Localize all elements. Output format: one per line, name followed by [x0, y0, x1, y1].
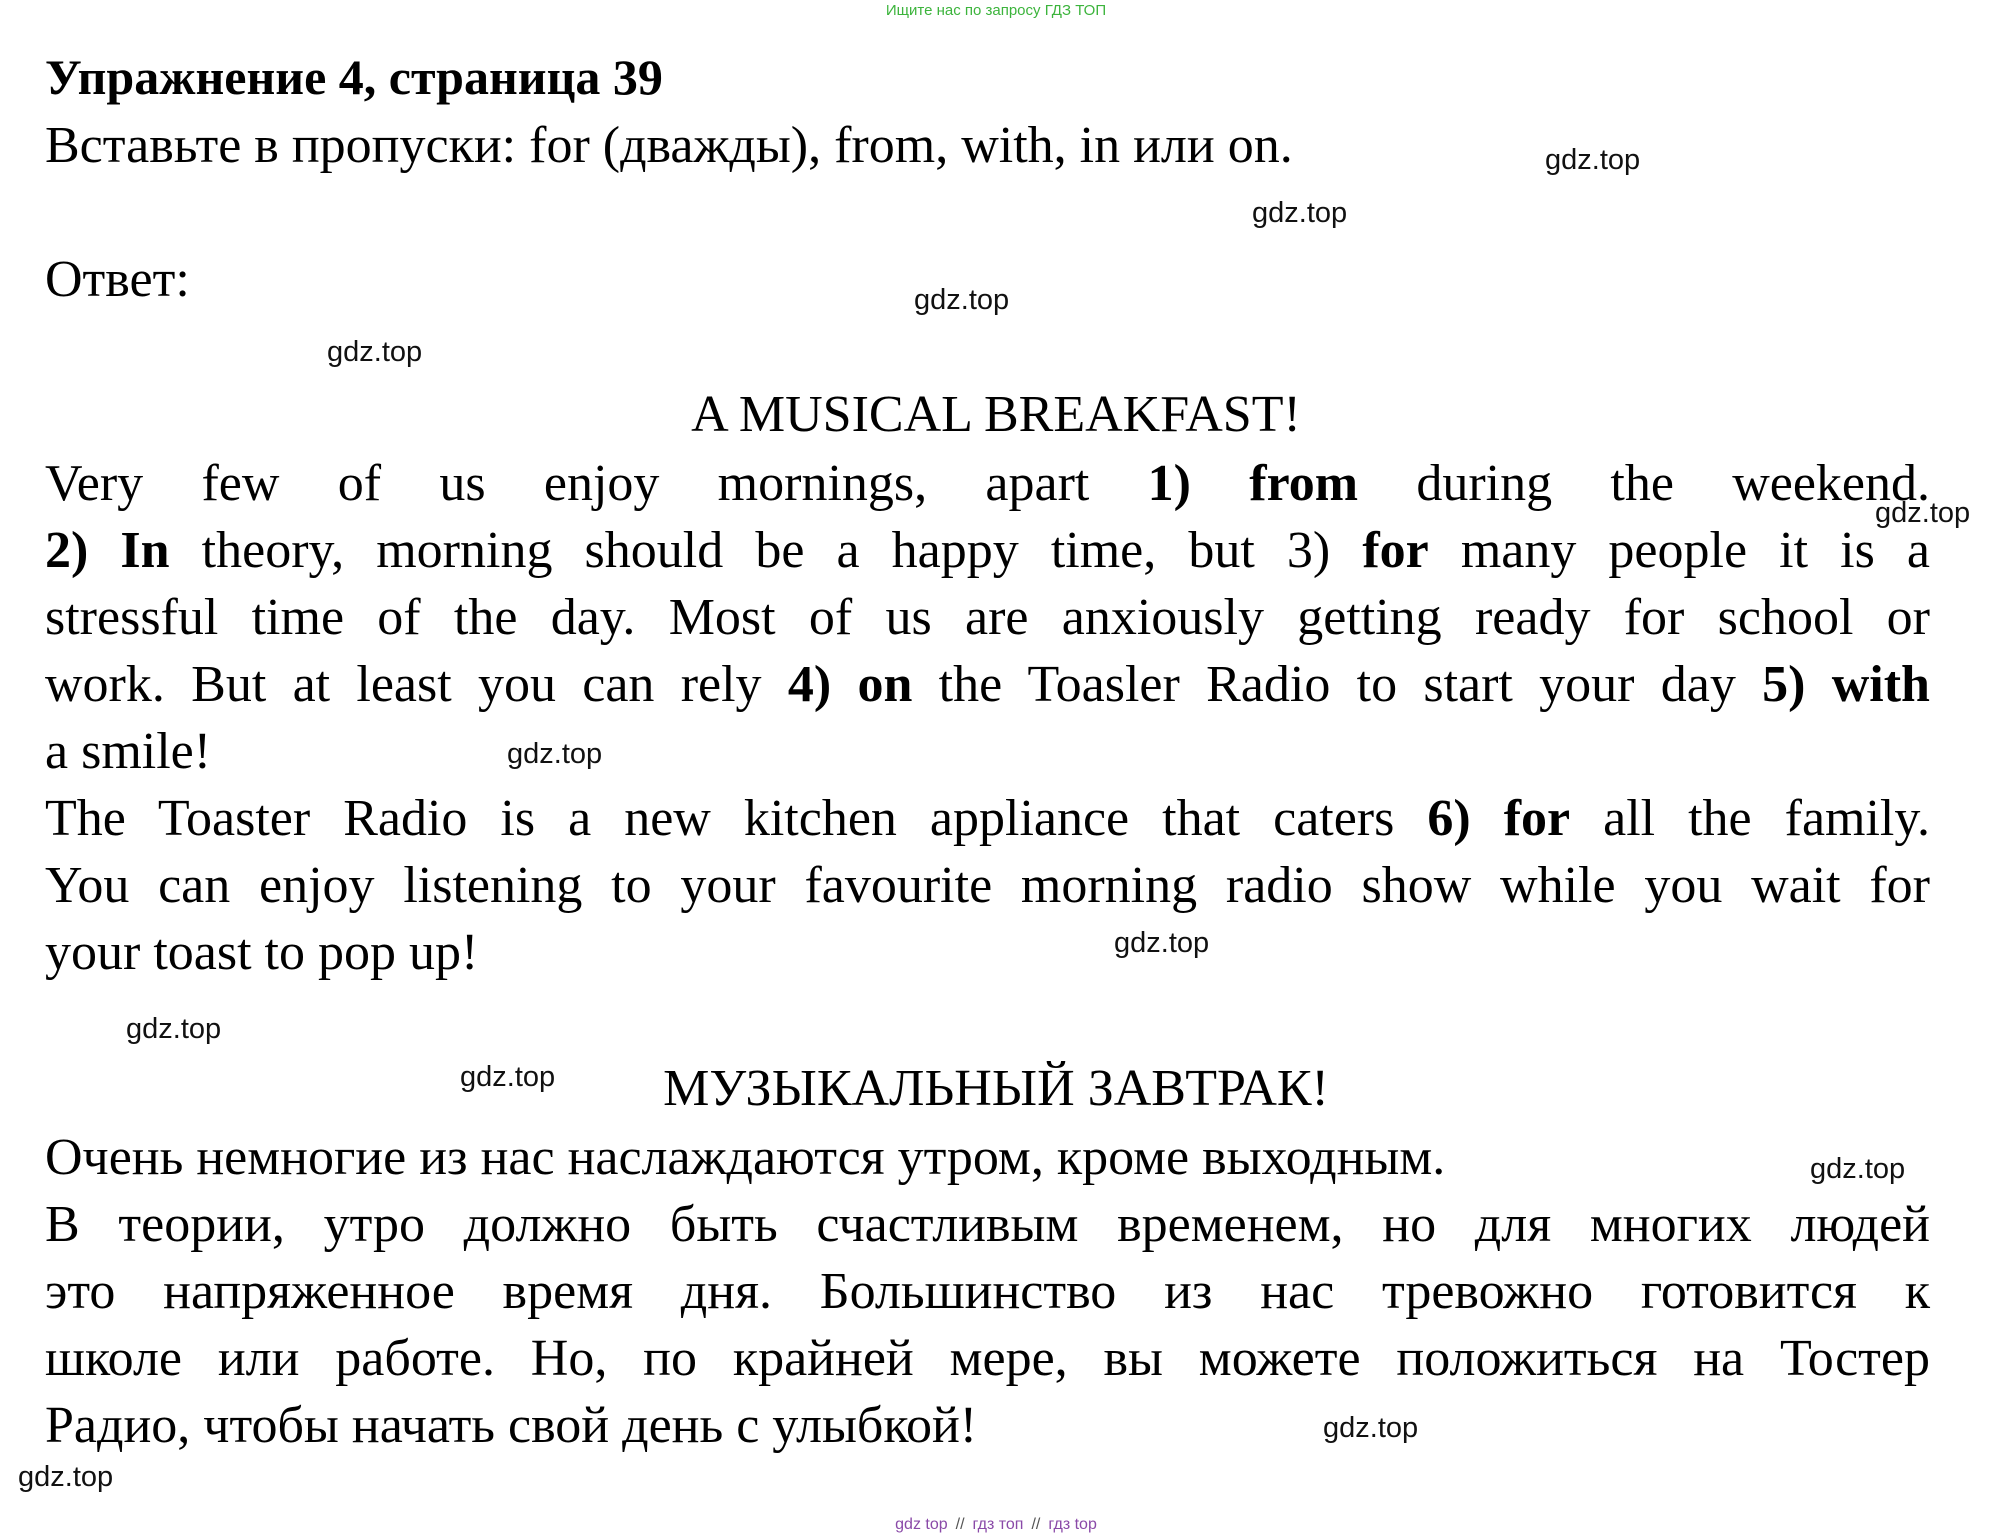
russian-line: В теории, утро должно быть счастливым временем, но для многих людей [45, 1196, 1930, 1253]
russian-line: школе или работе. Но, по крайней мере, вы можете положиться на Тостер [45, 1330, 1930, 1387]
text-segment: theory, morning should be a happy time, but 3) [169, 522, 1363, 579]
watermark: gdz.top [1545, 144, 1641, 176]
text-segment: many people it is a [1428, 522, 1930, 579]
footer-link[interactable]: гдз топ [972, 1516, 1024, 1533]
russian-line: Радио, чтобы начать свой день с улыбкой! [45, 1397, 978, 1454]
english-line [45, 584, 1930, 651]
footer-link[interactable]: гдз top [1048, 1516, 1097, 1533]
footer-separator: // [955, 1516, 965, 1533]
english-text [45, 450, 1930, 986]
answer-word: 4) on [787, 656, 913, 713]
watermark: gdz.top [1810, 1153, 1906, 1185]
english-line [45, 785, 1930, 852]
russian-heading: МУЗЫКАЛЬНЫЙ ЗАВТРАК! [663, 1060, 1329, 1117]
top-banner: Ищите нас по запросу ГДЗ ТОП [885, 2, 1107, 19]
english-line [45, 517, 1930, 584]
answer-word: 6) for [1427, 790, 1571, 847]
watermark: gdz.top [460, 1061, 556, 1093]
text-segment: all the family. [1570, 790, 1930, 847]
footer-link[interactable]: gdz top [895, 1516, 948, 1533]
text-segment: during the weekend. [1358, 455, 1930, 512]
text-segment: The Toaster Radio is a new kitchen appliance that caters [45, 790, 1428, 847]
english-heading: A MUSICAL BREAKFAST! [691, 386, 1301, 443]
answer-word: 5) with [1762, 656, 1930, 713]
russian-text [45, 1124, 1930, 1459]
footer-separator: // [1031, 1516, 1041, 1533]
text-segment: Very few of us enjoy mornings, apart [45, 455, 1148, 512]
english-line [45, 450, 1930, 517]
watermark: gdz.top [1875, 497, 1971, 529]
watermark: gdz.top [1323, 1412, 1419, 1444]
text-segment: your toast to pop up! [45, 924, 479, 981]
answer-word: 2) In [45, 522, 170, 579]
page-title: Упражнение 4, страница 39 [45, 49, 663, 105]
answer-word: for [1362, 522, 1429, 579]
text-segment: stressful time of the day. Most of us are anxiously getting ready for school or [45, 589, 1930, 646]
english-line [45, 919, 1930, 986]
russian-line: это напряженное время дня. Большинство из нас тревожно готовится к [45, 1263, 1930, 1320]
english-line [45, 718, 1930, 785]
watermark: gdz.top [1252, 197, 1348, 229]
watermark: gdz.top [18, 1461, 114, 1493]
watermark: gdz.top [914, 284, 1010, 316]
instruction-text: Вставьте в пропуски: for (дважды), from, with, in или on. [45, 117, 1293, 174]
watermark: gdz.top [126, 1013, 222, 1045]
russian-line: Очень немногие из нас наслаждаются утром, кроме выходным. [45, 1129, 1446, 1186]
english-line [45, 852, 1930, 919]
answer-label: Ответ: [45, 251, 190, 308]
text-segment: You can enjoy listening to your favourite morning radio show while you wait for [45, 857, 1930, 914]
text-segment: a smile! [45, 723, 212, 780]
watermark: gdz.top [507, 738, 603, 770]
footer-links [0, 1515, 1992, 1535]
watermark: gdz.top [1114, 927, 1210, 959]
text-segment: work. But at least you can rely [45, 656, 788, 713]
text-segment: the Toasler Radio to start your day [912, 656, 1763, 713]
english-line [45, 651, 1930, 718]
answer-word: 1) from [1147, 455, 1359, 512]
watermark: gdz.top [327, 336, 423, 368]
